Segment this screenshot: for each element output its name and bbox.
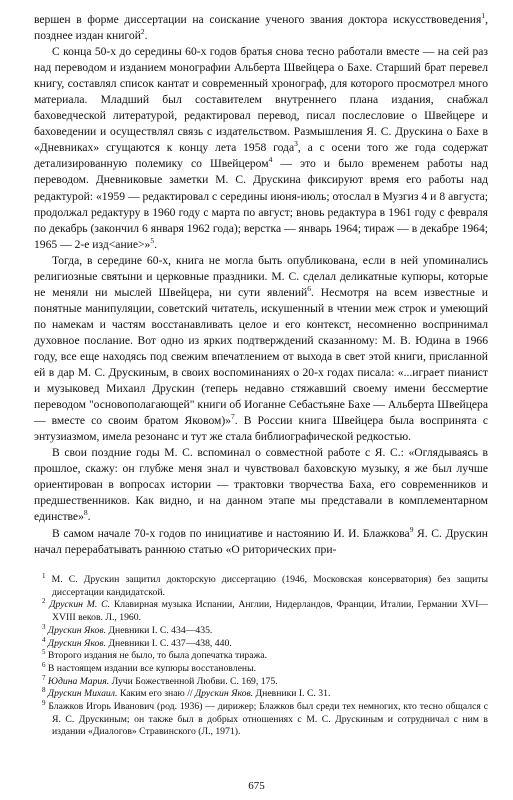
paragraph-5: В самом начале 70-х годов по инициативе и настоянию И. И. Блажкова$^9$ Я. С. Друскин начал перерабатывать раннюю статью «О риторических при- bbox=[34, 524, 488, 556]
footnote-5: $^5$ Второго издания не было, то была допечатка тиража. bbox=[42, 647, 267, 662]
paragraph-1: вершен в форме диссертации на соискание ученого звания доктора искусствоведения$^1$, позднее издан книгой$^2$. bbox=[34, 11, 488, 43]
footnote-2: $^2$ Друскин М. С. Клавирная музыка Испании, Англии, Нидерландов, Франции, Италии, Германии XVI—XVIII веков. Л., 1960. bbox=[42, 597, 488, 624]
footnote-3: $^3$ Друскин Яков. Дневники I. С. 434—435. bbox=[42, 622, 213, 636]
paragraph-2: С конца 50-х до середины 60-х годов братья снова тесно работали вместе — на сей раз над переводом и изданием монографии Альберта Швейцера о Бахе. Старший брат перевел книгу, составлял список кантат и современный хронограф, для которого просмотрел много материала. Младший был составителем внутреннего плана издания, снабжал баховедческой литературой, редактировал перевод, писал послесловие о Швейцере и баховедении и осуществлял связь с издательством. Размышления Я. С. Друскина о Бахе в «Дневниках» сгущаются к концу лета 1958 года$^3$, а с осени того же года содержат детализированную полемику со Швейцером$^4$ — это и было временем работы над переводом. Дневниковые заметки М. С. Друскина фиксируют время его работы над редактурой: «1959 — редактировал с середины июня-июль; отослал в Музгиз 4 и 8 августа; продолжал редактуру в 1960 году с марта по август; вновь редактура в 1961 году с февраля по декабрь (закончил 6 января 1962 года); верстка — январь 1964; тираж — в декабре 1964; 1965 — 2-е изд<ание>»$^5$. bbox=[34, 45, 488, 251]
footnotes bbox=[34, 571, 489, 739]
footnote-9: $^9$ Блажков Игорь Иванович (род. 1936) — дирижер; Блажков был среди тех немногих, кто тесно общался с Я. С. Друскиным; он также был в добрых отношениях с М. С. Друскиным и сотрудничал с ним в издании «Диалогов» Стравинского (Л., 1971). bbox=[42, 698, 488, 738]
footnote-6: $^6$ В настоящем издании все купюры восстановлены. bbox=[42, 660, 256, 674]
footnote-1: $^1$ М. С. Друскин защитил докторскую диссертацию (1946, Московская консерватория) без защиты диссертации кандидатской. bbox=[42, 571, 489, 598]
footnote-7: $^7$ Юдина Мария. Лучи Божественной Любви. С. 169, 175. bbox=[42, 673, 278, 687]
paragraph-3: Тогда, в середине 60-х, книга не могла быть опубликована, если в ней упоминались религиозные святыни и церковные праздники. М. С. сделал деликатные купюры, которые не меняли ни мыслей Швейцера, ни сути явлений$^6$. Несмотря на всем известные и понятные манипуляции, советский читатель, искушенный в чтении меж строк и умеющий по намекам и частям восстанавливать целое и его контекст, несомненно воспринимал духовное послание. Вот одно из ярких подтверждений сказанному: М. В. Юдина в 1966 году, все еще находясь под свежим впечатлением от выхода в свет этой книги, присланной ей в дар М. С. Друскиным, в своих воспоминаниях о 20-х годах писала: «...играет пианист и музыковед Михаил Друскин (теперь недавно стяжавший своему имени бессмертие переводом "основополагающей" книги об Иоганне Себастьяне Бахе — Альберта Швейцера — вместе со своим братом Яковом)»$^7$. В России книга Швейцера была воспринята с энтузиазмом, имела резонанс и тут же стала библиографической редкостью. bbox=[34, 253, 488, 444]
main-text bbox=[34, 12, 488, 558]
footnote-4: $^4$ Друскин Яков. Дневники I. С. 437—438, 440. bbox=[42, 635, 232, 649]
paragraph-4: В свои поздние годы М. С. вспоминал о совместной работе с Я. С.: «Оглядываясь в прошлое, скажу: он глубже меня знал и чувствовал баховскую музыку, я же был лучше ориентирован в вопросах истории — трактовки творчества Баха, его современников и предшественников. Как видно, и на данном этапе мы представали в комплементарном единстве»$^8$. bbox=[34, 446, 488, 524]
footnote-8: $^8$ Друскин Михаил. Каким его знаю // Друскин Яков. Дневники I. С. 31. bbox=[42, 686, 331, 700]
page-number: 675 bbox=[248, 780, 265, 792]
